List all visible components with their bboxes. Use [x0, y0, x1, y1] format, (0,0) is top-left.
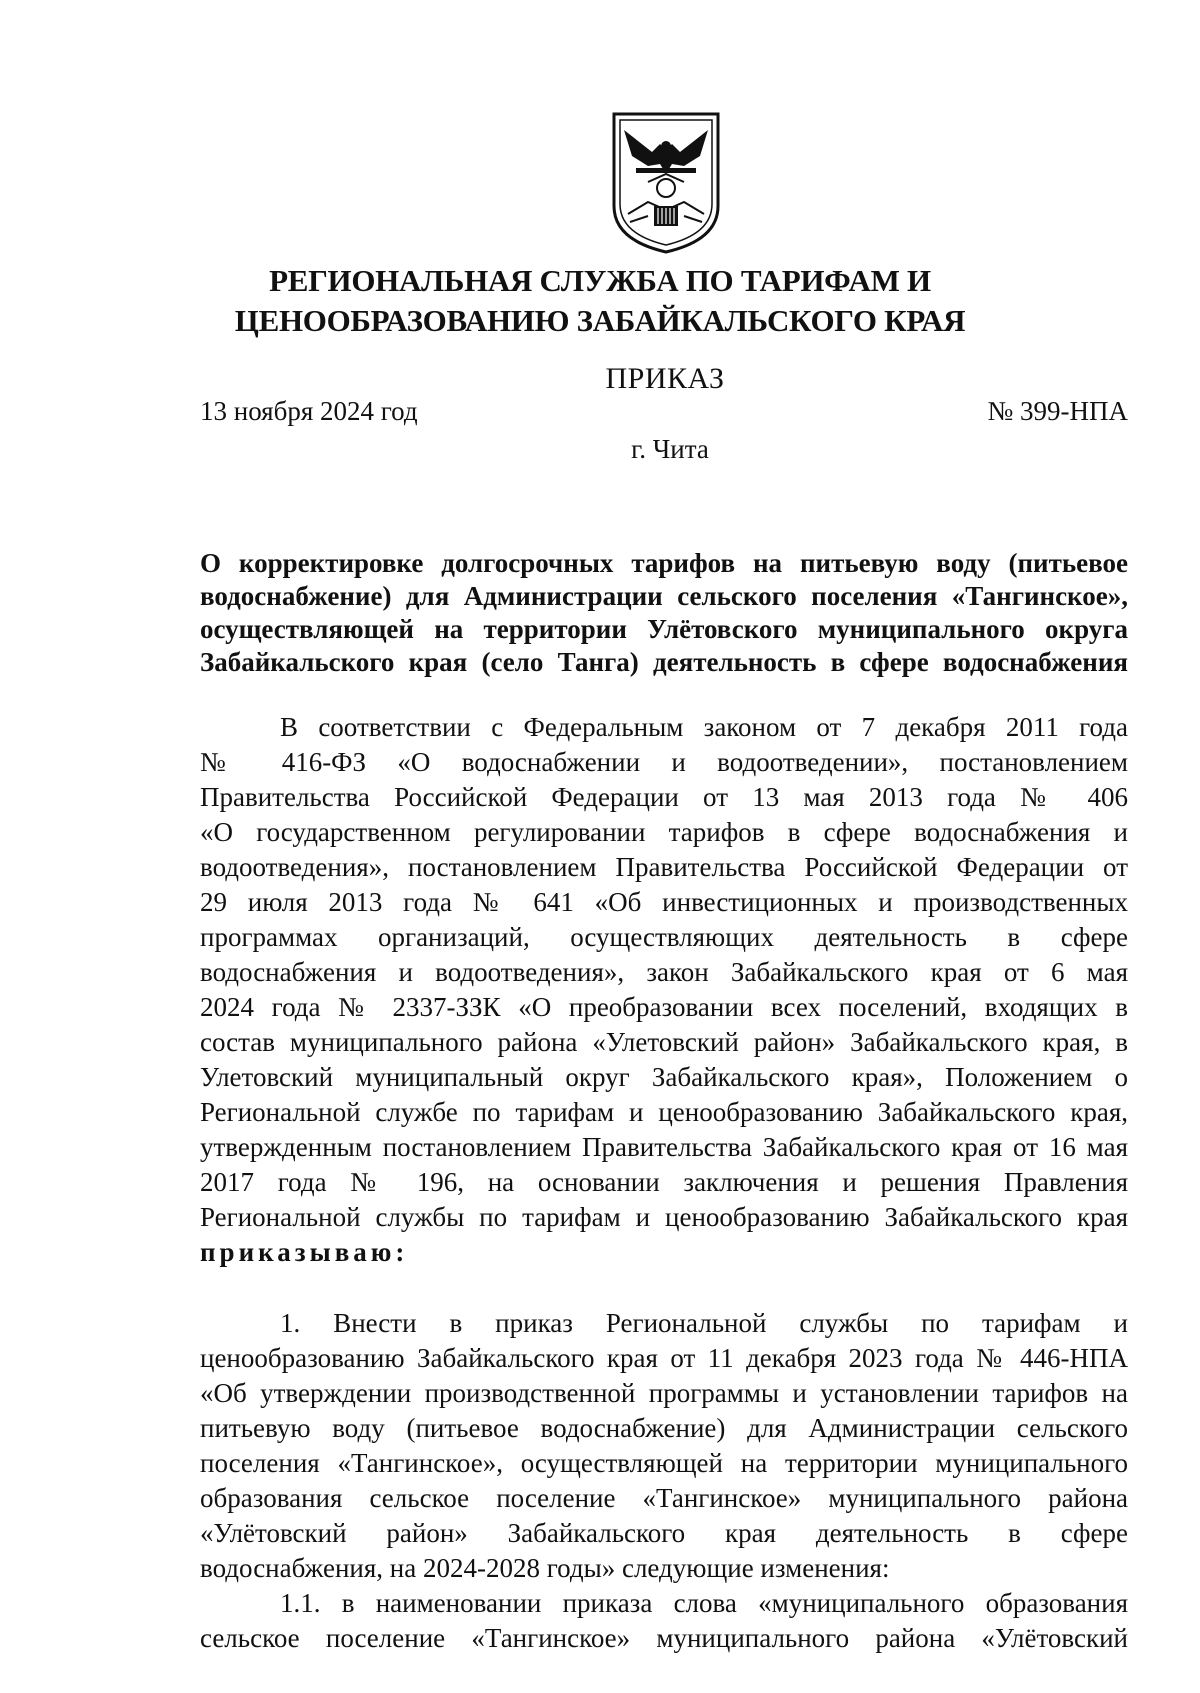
document-type: ПРИКАЗ: [605, 362, 725, 395]
title-line: Забайкальского края (село Танга) деятельность в сфере водоснабжения: [200, 647, 1128, 677]
item-1-line: «Улётовский район» Забайкальского края деятельность в сфере: [200, 1518, 1128, 1548]
preamble-line: Улетовский муниципальный округ Забайкальского края», Положением о: [200, 1062, 1128, 1092]
preamble-line: водоснабжения и водоотведения», закон Забайкальского края от 6 мая: [200, 957, 1128, 987]
document-number: № 399-НПА: [987, 396, 1128, 426]
document-title: [200, 547, 1128, 679]
item-1-line: водоснабжения, на 2024-2028 годы» следующие изменения:: [200, 1553, 890, 1583]
preamble-line: водоотведения», постановлением Правительства Российской Федерации от: [200, 852, 1128, 882]
document-date: 13 ноября 2024 год: [200, 396, 418, 426]
preamble-line: состав муниципального района «Улетовский район» Забайкальского края, в: [200, 1027, 1128, 1057]
preamble-line: Региональной службе по тарифам и ценообразованию Забайкальского края,: [200, 1097, 1128, 1127]
organization-name-line-1: РЕГИОНАЛЬНАЯ СЛУЖБА ПО ТАРИФАМ И: [269, 263, 931, 298]
item-1-1-line: 1.1. в наименовании приказа слова «муниципального образования: [280, 1588, 1128, 1618]
preamble-paragraph: [200, 710, 1128, 1270]
title-line: осуществляющей на территории Улётовского муниципального округа: [200, 614, 1128, 644]
preamble-line: 2024 года № 2337-ЗЗК «О преобразовании всех поселений, входящих в: [200, 992, 1128, 1022]
title-line: водоснабжение) для Администрации сельского поселения «Тангинское»,: [200, 581, 1128, 611]
order-word: приказываю:: [200, 1237, 409, 1267]
document-city: г. Чита: [631, 434, 709, 464]
item-1-line: 1. Внести в приказ Региональной службы по тарифам и: [280, 1308, 1128, 1338]
preamble-line: 2017 года № 196, на основании заключения и решения Правления: [200, 1167, 1128, 1197]
document-body: [200, 710, 1128, 1656]
item-1-1-paragraph: [200, 1586, 1128, 1656]
item-1-paragraph: [200, 1306, 1128, 1586]
item-1-line: поселения «Тангинское», осуществляющей на территории муниципального: [200, 1448, 1128, 1478]
title-line: О корректировке долгосрочных тарифов на питьевую воду (питьевое: [200, 548, 1128, 578]
item-1-line: «Об утверждении производственной программы и установлении тарифов на: [200, 1378, 1128, 1408]
preamble-line: 29 июля 2013 года № 641 «Об инвестиционных и производственных: [200, 887, 1128, 917]
preamble-line: «О государственном регулировании тарифов в сфере водоснабжения и: [200, 817, 1128, 847]
preamble-line: программах организаций, осуществляющих деятельность в сфере: [200, 922, 1128, 952]
item-1-line: ценообразованию Забайкальского края от 11 декабря 2023 года № 446-НПА: [200, 1343, 1128, 1373]
coat-of-arms-icon: [608, 110, 724, 256]
item-1-line: питьевую воду (питьевое водоснабжение) для Администрации сельского: [200, 1413, 1128, 1443]
paragraph-gap: [200, 1270, 1128, 1306]
preamble-line: В соответствии с Федеральным законом от 7 декабря 2011 года: [280, 712, 1128, 742]
organization-name-line-2: ЦЕНООБРАЗОВАНИЮ ЗАБАЙКАЛЬСКОГО КРАЯ: [234, 303, 966, 338]
preamble-line: утвержденным постановлением Правительства Забайкальского края от 16 мая: [200, 1132, 1128, 1162]
item-1-1-line: сельское поселение «Тангинское» муниципального района «Улётовский: [200, 1623, 1128, 1653]
preamble-line: Правительства Российской Федерации от 13 мая 2013 года № 406: [200, 782, 1128, 812]
item-1-line: образования сельское поселение «Тангинское» муниципального района: [200, 1483, 1128, 1513]
preamble-line: Региональной службы по тарифам и ценообразованию Забайкальского края: [200, 1202, 1128, 1232]
preamble-line: № 416-ФЗ «О водоснабжении и водоотведении», постановлением: [200, 747, 1128, 777]
